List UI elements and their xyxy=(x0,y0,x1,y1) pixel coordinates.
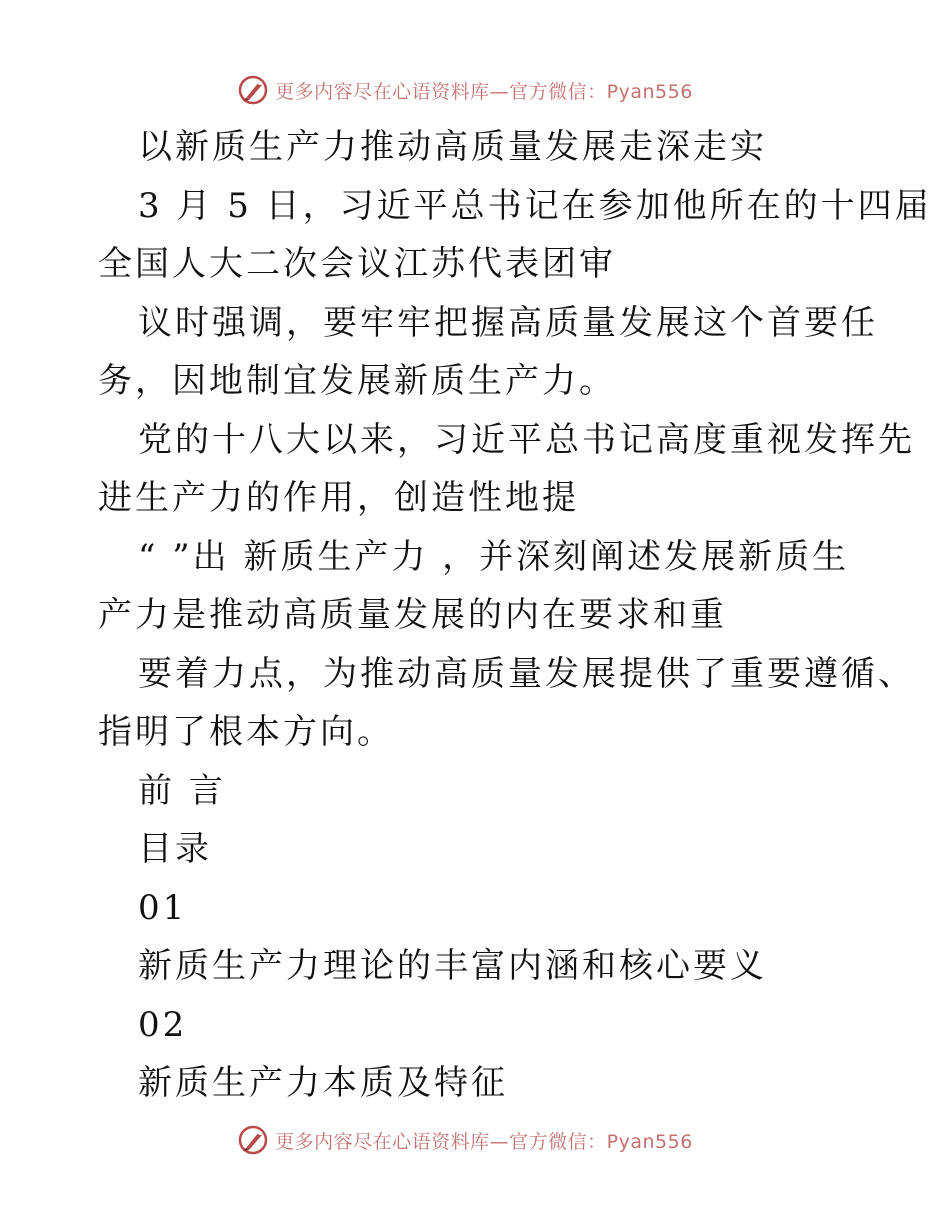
section-1-title: 新质生产力理论的丰富内涵和核心要义 xyxy=(138,946,767,986)
document-title: 以新质生产力推动高质量发展走深走实 xyxy=(138,127,767,167)
toc-heading: 目录 xyxy=(138,829,212,869)
paragraph-1-line-1: 3 月 5 日，习近平总书记在参加他所在的十四届 xyxy=(138,185,932,226)
footer-watermark xyxy=(0,1120,950,1160)
watermark-group xyxy=(237,1124,693,1156)
paragraph-4-line-2: 产力是推动高质量发展的内在要求和重 xyxy=(98,595,727,635)
paragraph-4-line-1: “ ”出 新质生产力 ，并深刻阐述发展新质生 xyxy=(138,536,850,577)
preface-heading: 前 言 xyxy=(138,770,226,811)
watermark-group xyxy=(237,74,693,106)
paragraph-3-line-2: 进生产力的作用，创造性地提 xyxy=(98,478,579,518)
paragraph-3-line-1: 党的十八大以来，习近平总书记高度重视发挥先 xyxy=(138,419,915,460)
section-1-number: 01 xyxy=(138,887,188,928)
paragraph-2-line-1: 议时强调，要牢牢把握高质量发展这个首要任 xyxy=(138,302,878,343)
section-2-title: 新质生产力本质及特征 xyxy=(138,1063,508,1103)
paragraph-5-line-2: 指明了根本方向。 xyxy=(98,712,394,752)
watermark-text: 更多内容尽在心语资料库—官方微信：Pyan556 xyxy=(275,1130,693,1153)
pen-logo-icon xyxy=(237,1124,269,1156)
document-body xyxy=(98,118,932,1113)
paragraph-1-line-2: 全国人大二次会议江苏代表团审 xyxy=(98,244,616,284)
pen-logo-icon xyxy=(237,74,269,106)
header-watermark xyxy=(0,70,950,110)
paragraph-5-line-1: 要着力点，为推动高质量发展提供了重要遵循、 xyxy=(138,653,915,694)
section-2-number: 02 xyxy=(138,1004,188,1045)
watermark-text: 更多内容尽在心语资料库—官方微信：Pyan556 xyxy=(275,80,693,103)
paragraph-2-line-2: 务，因地制宜发展新质生产力。 xyxy=(98,361,616,401)
